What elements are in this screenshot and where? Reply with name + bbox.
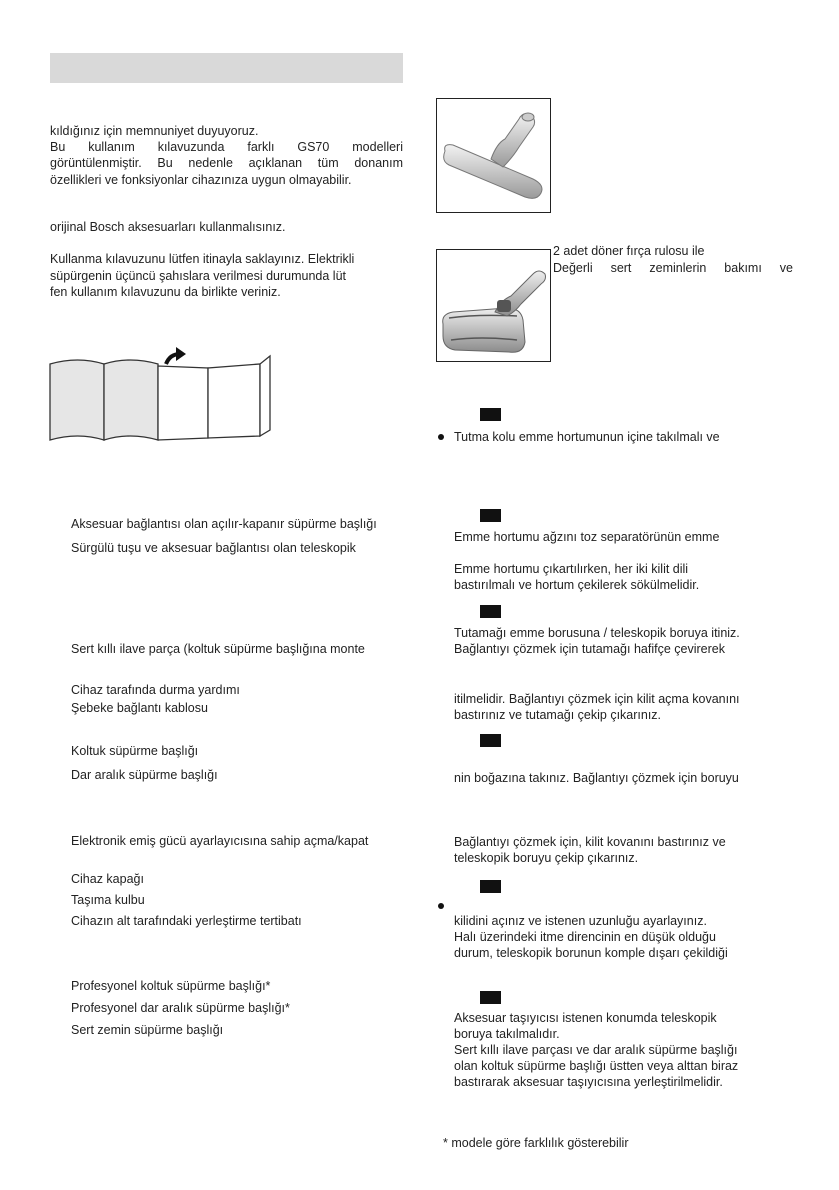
- bullet-icon: [438, 434, 444, 440]
- part-item-3: Sert kıllı ilave parça (koltuk süpürme başlığına monte: [71, 642, 365, 656]
- floor-nozzle-icon: [437, 99, 550, 212]
- turbo-brush-image: [436, 249, 551, 362]
- section-marker: [480, 509, 501, 522]
- carrier-line-4: olan koltuk süpürme başlığı üstten veya alttan biraz: [454, 1059, 739, 1073]
- carrier-line-2: boruya takılmalıdır.: [454, 1027, 560, 1041]
- part-item-1: Aksesuar bağlantısı olan açılır-kapanır süpürme başlığı: [71, 517, 377, 531]
- hose-line-2: Emme hortumu çıkartılırken, her iki kilit dili: [454, 562, 689, 576]
- brush-text-line-1: 2 adet döner fırça rulosu ile: [553, 244, 705, 258]
- footnote: * modele göre farklılık gösterebilir: [443, 1136, 629, 1150]
- part-item-9: Cihaz kapağı: [71, 872, 144, 886]
- lock-sleeve-line-1: itilmelidir. Bağlantıyı çözmek için kilit açma kovanını: [454, 692, 740, 706]
- keep-manual-line-3: fen kullanım kılavuzunu da birlikte veriniz.: [50, 285, 281, 299]
- handle-line-1: Tutamağı emme borusuna / teleskopik boruya itiniz.: [454, 626, 740, 640]
- keep-manual-line-2: süpürgenin üçüncü şahıslara verilmesi durumunda lüt: [50, 269, 346, 283]
- hose-line-1: Emme hortumu ağzını toz separatörünün emme: [454, 530, 720, 544]
- foldout-manual-illustration: [48, 346, 274, 446]
- carrier-line-1: Aksesuar taşıyıcısı istenen konumda teleskopik: [454, 1011, 717, 1025]
- turbo-brush-icon: [437, 250, 550, 361]
- section-marker: [480, 991, 501, 1004]
- lock-sleeve-line-2: bastırınız ve tutamağı çekip çıkarınız.: [454, 708, 662, 722]
- carrier-line-3: Sert kıllı ilave parçası ve dar aralık süpürme başlığı: [454, 1043, 738, 1057]
- part-item-7: Dar aralık süpürme başlığı: [71, 768, 218, 782]
- length-line-2: Halı üzerindeki itme direncinin en düşük olduğu: [454, 930, 716, 944]
- part-item-8: Elektronik emiş gücü ayarlayıcısına sahip açma/kapat: [71, 834, 369, 848]
- part-item-4: Cihaz tarafında durma yardımı: [71, 683, 240, 697]
- section-header-bar: [50, 53, 403, 83]
- neck-text: nin boğazına takınız. Bağlantıyı çözmek için boruyu: [454, 771, 739, 785]
- section-marker: [480, 605, 501, 618]
- length-line-3: durum, teleskopik borunun komple dışarı çekildiği: [454, 946, 728, 960]
- release-line-2: teleskopik boruyu çekip çıkarınız.: [454, 851, 639, 865]
- length-line-1: kilidini açınız ve istenen uzunluğu ayarlayınız.: [454, 914, 707, 928]
- brush-text-line-2: Değerli sert zeminlerin bakımı ve: [553, 261, 793, 275]
- keep-manual-line-1: Kullanma kılavuzunu lütfen itinayla saklayınız. Elektrikli: [50, 252, 355, 266]
- part-item-5: Şebeke bağlantı kablosu: [71, 701, 208, 715]
- part-item-12: Profesyonel koltuk süpürme başlığı*: [71, 979, 271, 993]
- section-marker: [480, 408, 501, 421]
- part-item-6: Koltuk süpürme başlığı: [71, 744, 199, 758]
- intro-line-2: Bu kullanım kılavuzunda farklı GS70 modelleri: [50, 140, 403, 154]
- part-item-2: Sürgülü tuşu ve aksesuar bağlantısı olan teleskopik: [71, 541, 356, 555]
- carrier-line-5: bastırarak aksesuar taşıyıcısına yerleştirilmelidir.: [454, 1075, 723, 1089]
- handle-line-2: Bağlantıyı çözmek için tutamağı hafifçe çevirerek: [454, 642, 725, 656]
- intro-line-3: görüntülenmiştir. Bu nedenle açıklanan tüm donanım: [50, 156, 403, 170]
- release-line-1: Bağlantıyı çözmek için, kilit kovanını bastırınız ve: [454, 835, 726, 849]
- part-item-13: Profesyonel dar aralık süpürme başlığı*: [71, 1001, 290, 1015]
- intro-line-4: özellikleri ve fonksiyonlar cihazınıza uygun olmayabilir.: [50, 173, 352, 187]
- hose-line-3: bastırılmalı ve hortum çekilerek sökülmelidir.: [454, 578, 700, 592]
- part-item-11: Cihazın alt tarafındaki yerleştirme tertibatı: [71, 914, 302, 928]
- original-parts-note: orijinal Bosch aksesuarları kullanmalısınız.: [50, 220, 286, 234]
- handle-insert-text: Tutma kolu emme hortumunun içine takılmalı ve: [454, 430, 720, 444]
- section-marker: [480, 880, 501, 893]
- part-item-10: Taşıma kulbu: [71, 893, 145, 907]
- floor-nozzle-image: [436, 98, 551, 213]
- part-item-14: Sert zemin süpürme başlığı: [71, 1023, 224, 1037]
- bullet-icon: [438, 903, 444, 909]
- section-marker: [480, 734, 501, 747]
- intro-line-1: kıldığınız için memnuniyet duyuyoruz.: [50, 124, 259, 138]
